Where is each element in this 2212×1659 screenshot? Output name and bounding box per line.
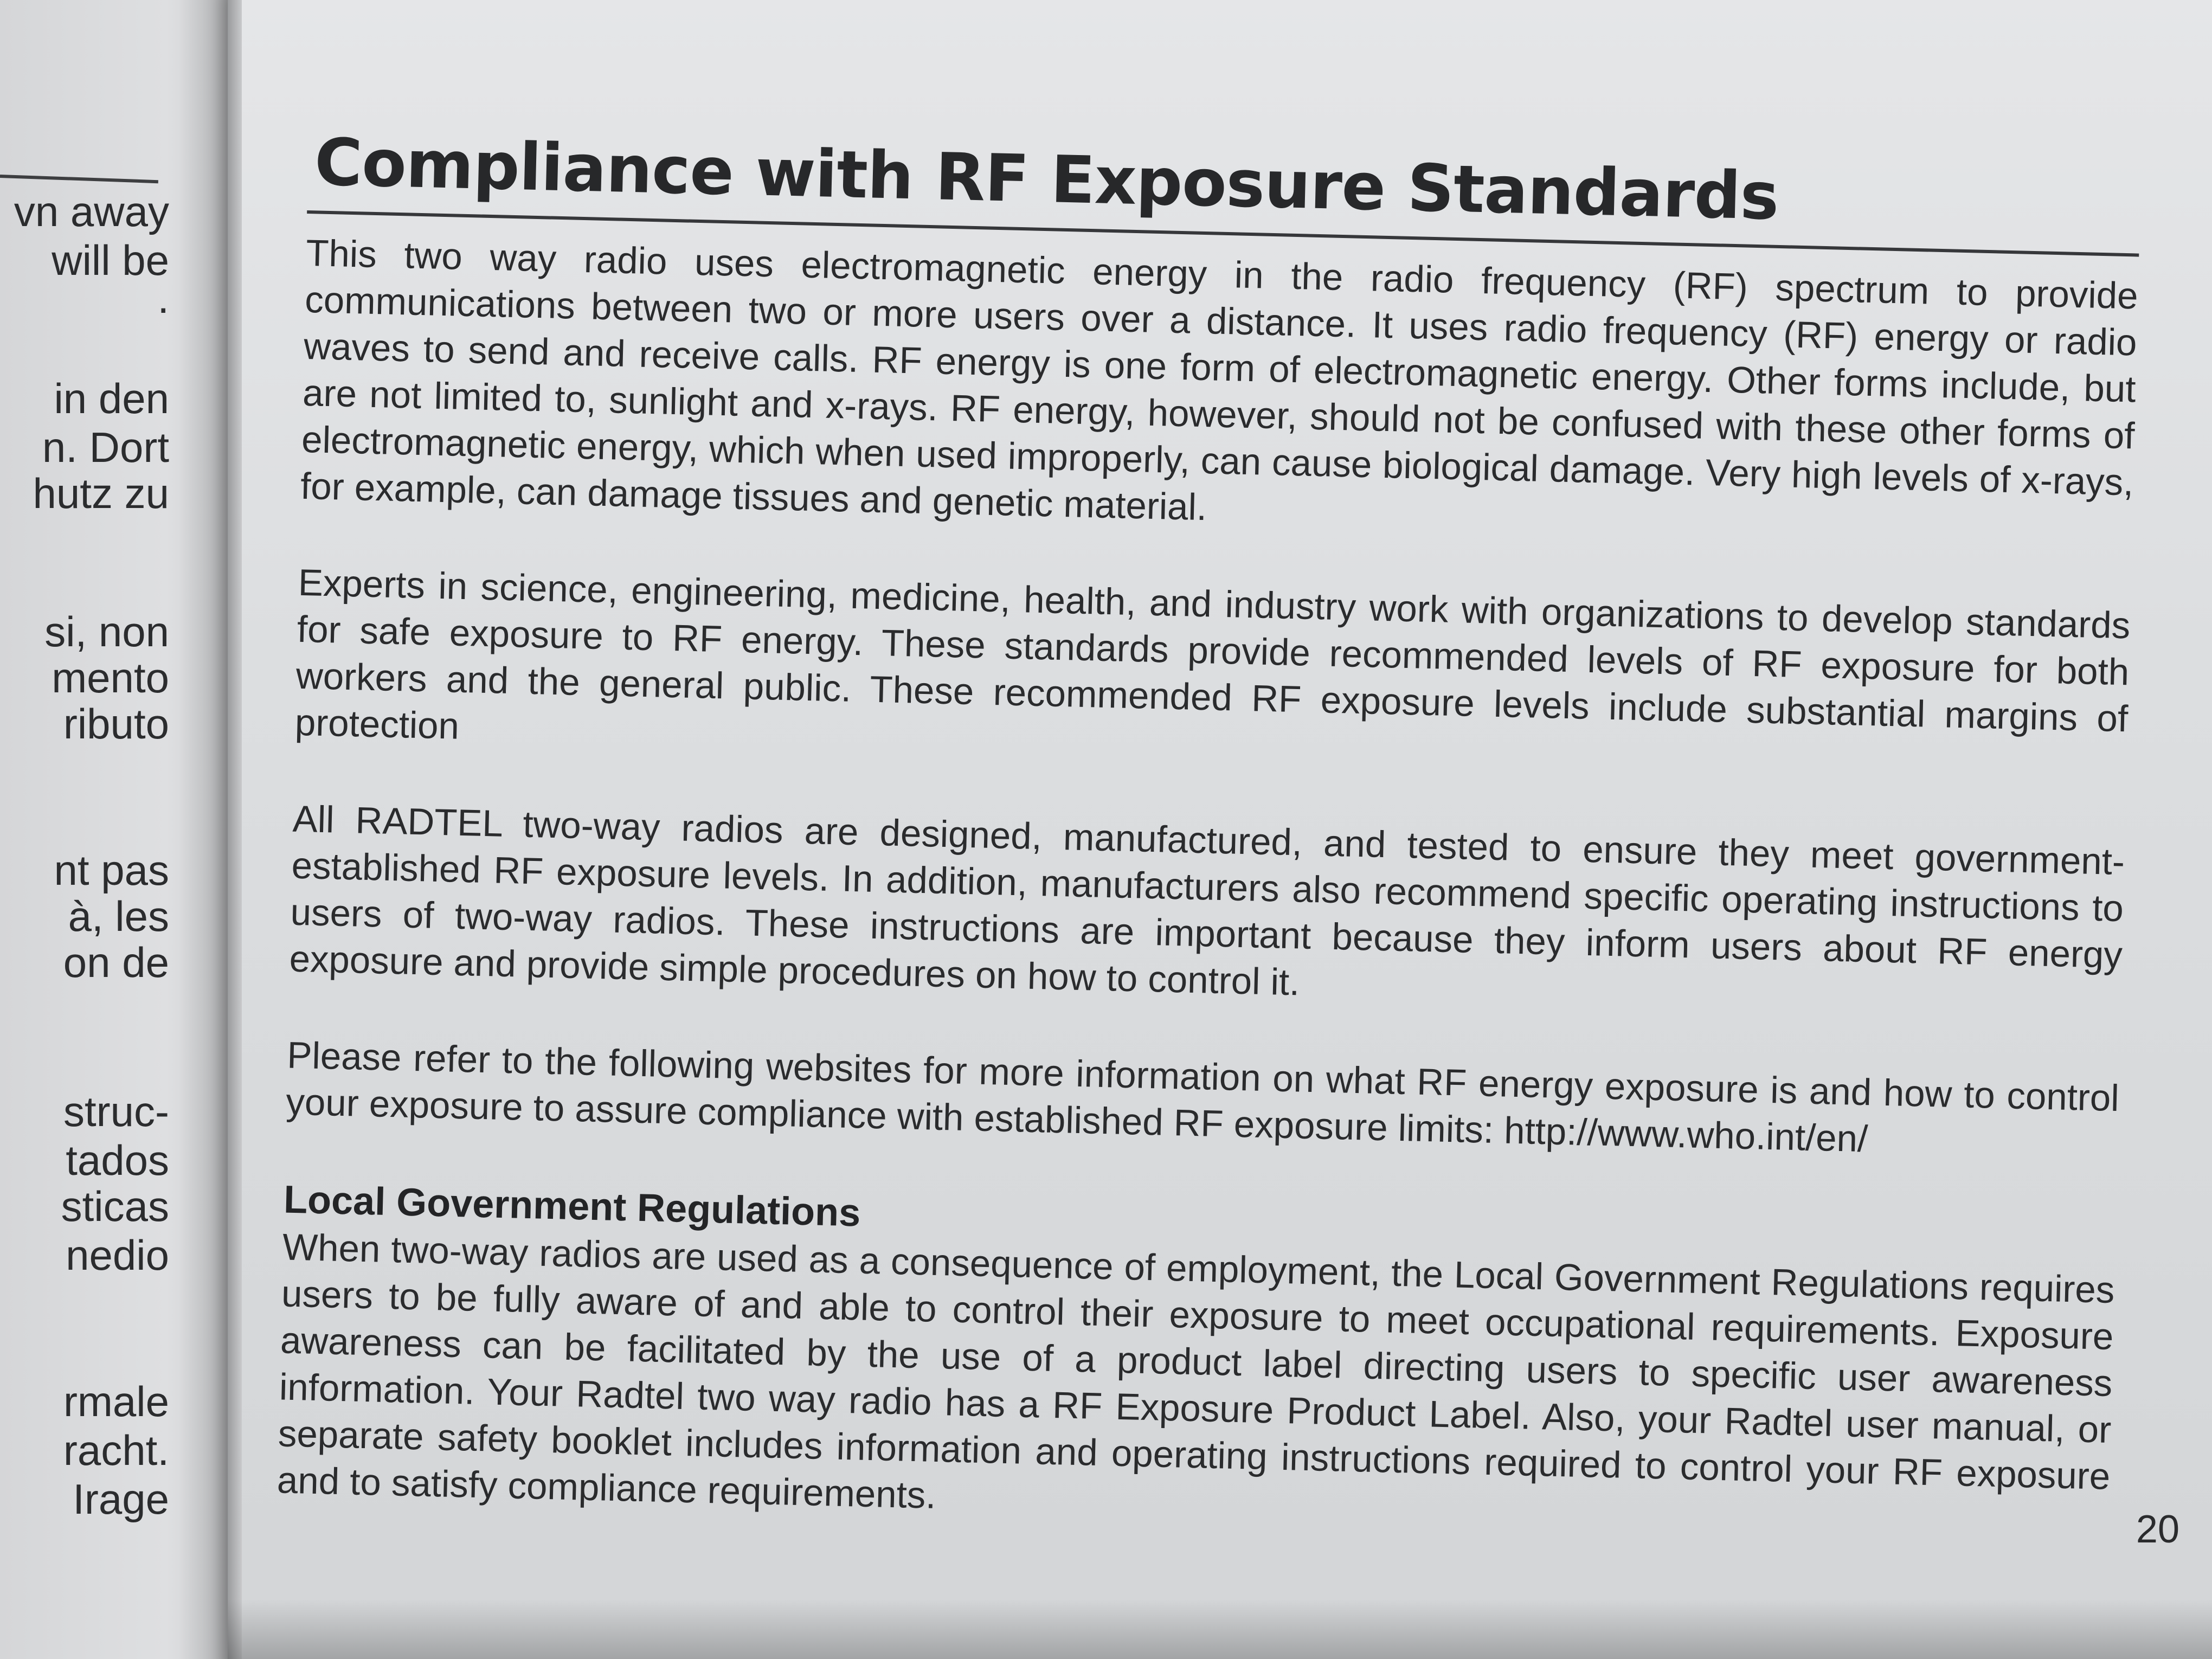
paragraph-rf-energy: This two way radio uses electromagnetic energy in the radio frequency (RF) spectrum to provide communications between two or more users over a distance. It uses radio frequency (RF) energy or radio waves to send and receive calls. RF energy is one form of electromagnetic energy. Other forms include, but are not limited to, sunlight and x-rays. RF energy, however, should not be confused with these other forms of electromagnetic energy, which when used improperly, can cause biological damage. Very high levels of x-rays, for example, can damage tissues and genetic material. — [300, 232, 2139, 529]
left-fragment: hutz zu — [33, 470, 169, 517]
page-content — [275, 125, 2179, 1598]
left-fragment: mento — [52, 654, 169, 702]
page-spine-edge — [228, 0, 242, 1659]
paragraph-standards: Experts in science, engineering, medicine, health, and industry work with organizations to develop standards for safe exposure to RF energy. These standards provide recommended levels of RF exposure for both workers and the general public. These recommended RF exposure levels include substantial margins of protection — [294, 561, 2131, 747]
left-fragment: Irage — [73, 1475, 169, 1523]
left-fragment: in den — [54, 375, 169, 422]
left-fragment: si, non — [44, 608, 169, 655]
right-main-page — [228, 0, 2212, 1659]
page-number: 20 — [2136, 1508, 2179, 1551]
section-heading: Local Government Regulations — [283, 1178, 861, 1235]
left-fragment: . — [157, 274, 169, 322]
left-fragment: ributo — [63, 700, 169, 748]
paragraph-radtel-radios: All RADTEL two-way radios are designed, manufactured, and tested to ensure they meet government-established RF exposure levels. In addition, manufacturers also recommend specific operating instructions to users of two-way radios. These instructions are important because they inform users about RF energy exposure and provide simple procedures on how to control it. — [288, 798, 2125, 1004]
left-fragment: vn away — [14, 188, 169, 235]
left-fragment: sticas — [61, 1182, 169, 1230]
left-fragment: tados — [66, 1136, 169, 1184]
left-fragment: on de — [63, 938, 169, 986]
page-title: Compliance with RF Exposure Standards — [313, 125, 1779, 235]
paragraph-local-regulations: When two-way radios are used as a consequence of employment, the Local Government Regulations requires users to be fully aware of and able to control their exposure to meet occupational requirements. Exposure awareness can be facilitated by the use of a product label directing users to specific user awareness information. Your Radtel two way radio has a RF Exposure Product Label. Also, your Radtel user manual, or separate safety booklet includes information and operating instructions required to control your RF exposure and to satisfy compliance requirements. — [276, 1226, 2115, 1516]
left-fragment: nedio — [66, 1231, 169, 1279]
left-facing-page — [0, 0, 239, 1659]
left-fragment: nt pas — [54, 846, 169, 894]
left-fragment: will be — [52, 236, 169, 284]
page-bottom-shadow — [228, 1599, 2212, 1659]
left-fragment: rmale — [63, 1378, 169, 1425]
paragraph-websites: Please refer to the following websites for more information on what RF energy exposure is and how to control your exposure to assure compliance with established RF exposure limits: http://www.who.int/en/ — [285, 1034, 2120, 1160]
left-fragment: struc- — [63, 1088, 169, 1135]
left-fragment: racht. — [63, 1426, 169, 1474]
left-fragment: à, les — [68, 892, 169, 940]
left-fragment: n. Dort — [42, 423, 169, 471]
